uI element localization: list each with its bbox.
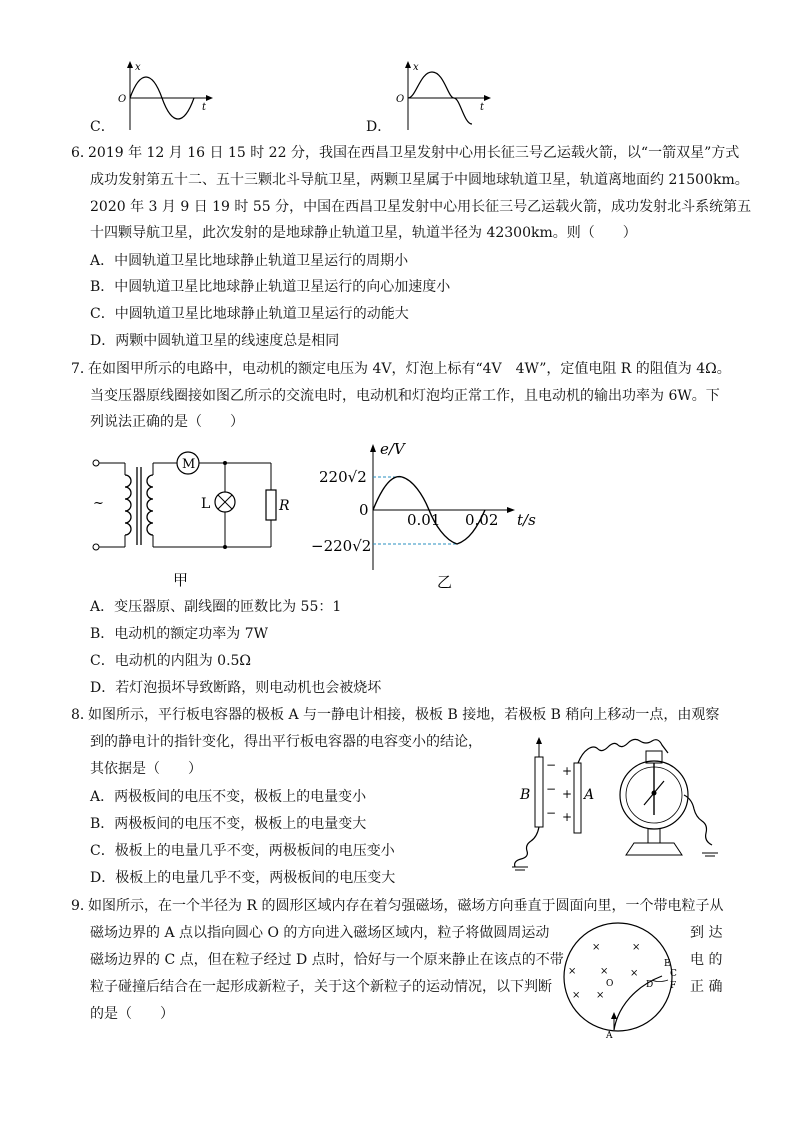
q7-line-1: 在如图甲所示的电路中，电动机的额定电压为 4V，灯泡上标有“4V 4W”，定值电阻 R 的阻值为 4Ω。	[88, 361, 731, 377]
q6-line-3: 2020 年 3 月 9 日 19 时 55 分，中国在西昌卫星发射中心用长征三号乙运载火箭，成功发射北斗系统第五	[90, 199, 752, 215]
graph-c-yaxis: x	[135, 62, 141, 73]
q8-line-2: 到的静电计的指针变化，得出平行板电容器的电容变小的结论，	[90, 734, 482, 750]
svg-text:×: ×	[600, 966, 609, 977]
q8-option-a: A．两极板间的电压不变，极板上的电量变小	[90, 789, 367, 805]
graph-d-xaxis: t	[480, 102, 485, 113]
graph-c-xaxis: t	[202, 102, 207, 113]
q9-line-5: 的是（ ）	[90, 1006, 174, 1022]
label-d: D	[646, 980, 654, 990]
circuit-diagram	[85, 445, 290, 590]
capacitor-electroscope-figure	[498, 735, 723, 875]
q6-line-1: 2019 年 12 月 16 日 15 时 22 分，我国在西昌卫星发射中心用长征三号乙运载火箭，以“一箭双星”方式	[88, 145, 740, 161]
resistor-label: R	[279, 498, 290, 514]
xtick-001: 0.01	[407, 511, 441, 529]
ytick-zero: 0	[359, 501, 369, 519]
q8-option-c: C．极板上的电量几乎不变，两极板间的电压变小	[90, 843, 395, 859]
svg-text:×: ×	[592, 942, 601, 953]
q8-line-3: 其依据是（ ）	[90, 761, 202, 777]
plate-b	[535, 757, 543, 827]
q6-number: 6．	[71, 145, 94, 161]
circuit-caption: 甲	[173, 571, 189, 589]
label-e: E	[664, 959, 671, 969]
label-c: C	[670, 969, 677, 979]
label-f: F	[670, 981, 677, 991]
graph-d	[388, 58, 498, 133]
q9-line-3: 磁场边界的 C 点，但在粒子经过 D 点时，恰好与一个原来静止在该点的不带	[90, 952, 564, 968]
q9-number: 9．	[71, 898, 94, 914]
graph-d-yaxis: x	[413, 62, 419, 73]
ac-voltage-graph	[305, 440, 545, 590]
q8-option-b: B．两极板间的电压不变，极板上的电量变大	[90, 816, 367, 832]
q7-option-c: C．电动机的内阻为 0.5Ω	[90, 653, 252, 669]
svg-text:−: −	[546, 806, 557, 820]
q7-line-3: 列说法正确的是（ ）	[90, 414, 244, 430]
graph-ylabel: e/V	[380, 440, 405, 458]
q7-number: 7．	[71, 361, 94, 377]
graph-c-origin: O	[118, 94, 127, 105]
plate-a	[574, 763, 581, 833]
xtick-002: 0.02	[465, 511, 499, 529]
svg-text:×: ×	[572, 990, 581, 1001]
label-o: O	[606, 979, 614, 989]
svg-text:×: ×	[596, 990, 605, 1001]
plate-a-label: A	[584, 787, 595, 803]
option-c-label: C．	[90, 119, 115, 135]
label-a: A	[606, 1031, 613, 1040]
q7-option-a: A．变压器原、副线圈的匝数比为 55：1	[90, 599, 342, 615]
svg-text:+: +	[562, 810, 573, 824]
q9-line-4: 粒子碰撞后结合在一起形成新粒子，关于这个新粒子的运动情况，以下判断	[90, 979, 552, 995]
source-symbol: ~	[93, 496, 104, 511]
q7-line-2: 当变压器原线圈接如图乙所示的交流电时，电动机和灯泡均正常工作，且电动机的输出功率为 6W。下	[90, 388, 720, 404]
q8-option-d: D．极板上的电量几乎不变，两极板间的电压变大	[90, 870, 396, 886]
magnetic-field-figure	[556, 920, 686, 1040]
q8-number: 8．	[71, 707, 94, 723]
svg-text:−: −	[546, 782, 557, 796]
resistor-symbol	[266, 490, 276, 520]
ytick-top: 220√2	[319, 468, 367, 486]
q6-line-4: 十四颗导航卫星，此次发射的是地球静止轨道卫星，轨道半径为 42300km。则（ ）	[90, 225, 637, 241]
lamp-label: L	[201, 496, 211, 512]
q6-option-b: B．中圆轨道卫星比地球静止轨道卫星运行的向心加速度小	[90, 279, 451, 295]
plate-b-label: B	[520, 787, 531, 803]
graph-xlabel: t/s	[517, 511, 536, 529]
q9-line-1: 如图所示，在一个半径为 R 的圆形区域内存在着匀强磁场，磁场方向垂直于圆面向里，一个带电粒子从	[88, 898, 724, 914]
q6-line-2: 成功发射第五十二、五十三颗北斗导航卫星，两颗卫星属于中圆地球轨道卫星，轨道离地面约 21500km。	[90, 172, 749, 188]
ytick-bottom: −220√2	[311, 537, 372, 555]
graph-caption: 乙	[437, 573, 453, 590]
q9-tail-2: 电 的	[690, 952, 723, 968]
motor-label: M	[182, 457, 196, 472]
q7-option-d: D．若灯泡损坏导致断路，则电动机也会被烧坏	[90, 680, 382, 696]
svg-text:−: −	[546, 758, 557, 772]
particle-path	[614, 976, 662, 1030]
option-d-label: D．	[366, 119, 392, 135]
q6-option-d: D．两颗中圆轨道卫星的线速度总是相同	[90, 333, 340, 349]
svg-text:×: ×	[632, 942, 641, 953]
svg-text:+: +	[562, 787, 573, 801]
q9-tail-1: 到 达	[690, 925, 723, 941]
q8-line-1: 如图所示，平行板电容器的极板 A 与一静电计相接，极板 B 接地，若极板 B 稍向上移动一点，由观察	[88, 707, 720, 723]
svg-text:×: ×	[630, 968, 639, 979]
graph-d-origin: O	[396, 94, 405, 105]
q7-option-b: B．电动机的额定功率为 7W	[90, 626, 269, 642]
graph-c	[110, 58, 220, 133]
q9-tail-3: 正 确	[690, 979, 723, 995]
svg-text:×: ×	[568, 966, 577, 977]
q6-option-a: A．中圆轨道卫星比地球静止轨道卫星运行的周期小	[90, 253, 409, 269]
q9-line-2: 磁场边界的 A 点以指向圆心 O 的方向进入磁场区域内，粒子将做圆周运动	[90, 925, 550, 941]
svg-text:+: +	[562, 764, 573, 778]
q6-option-c: C．中圆轨道卫星比地球静止轨道卫星运行的动能大	[90, 306, 409, 322]
